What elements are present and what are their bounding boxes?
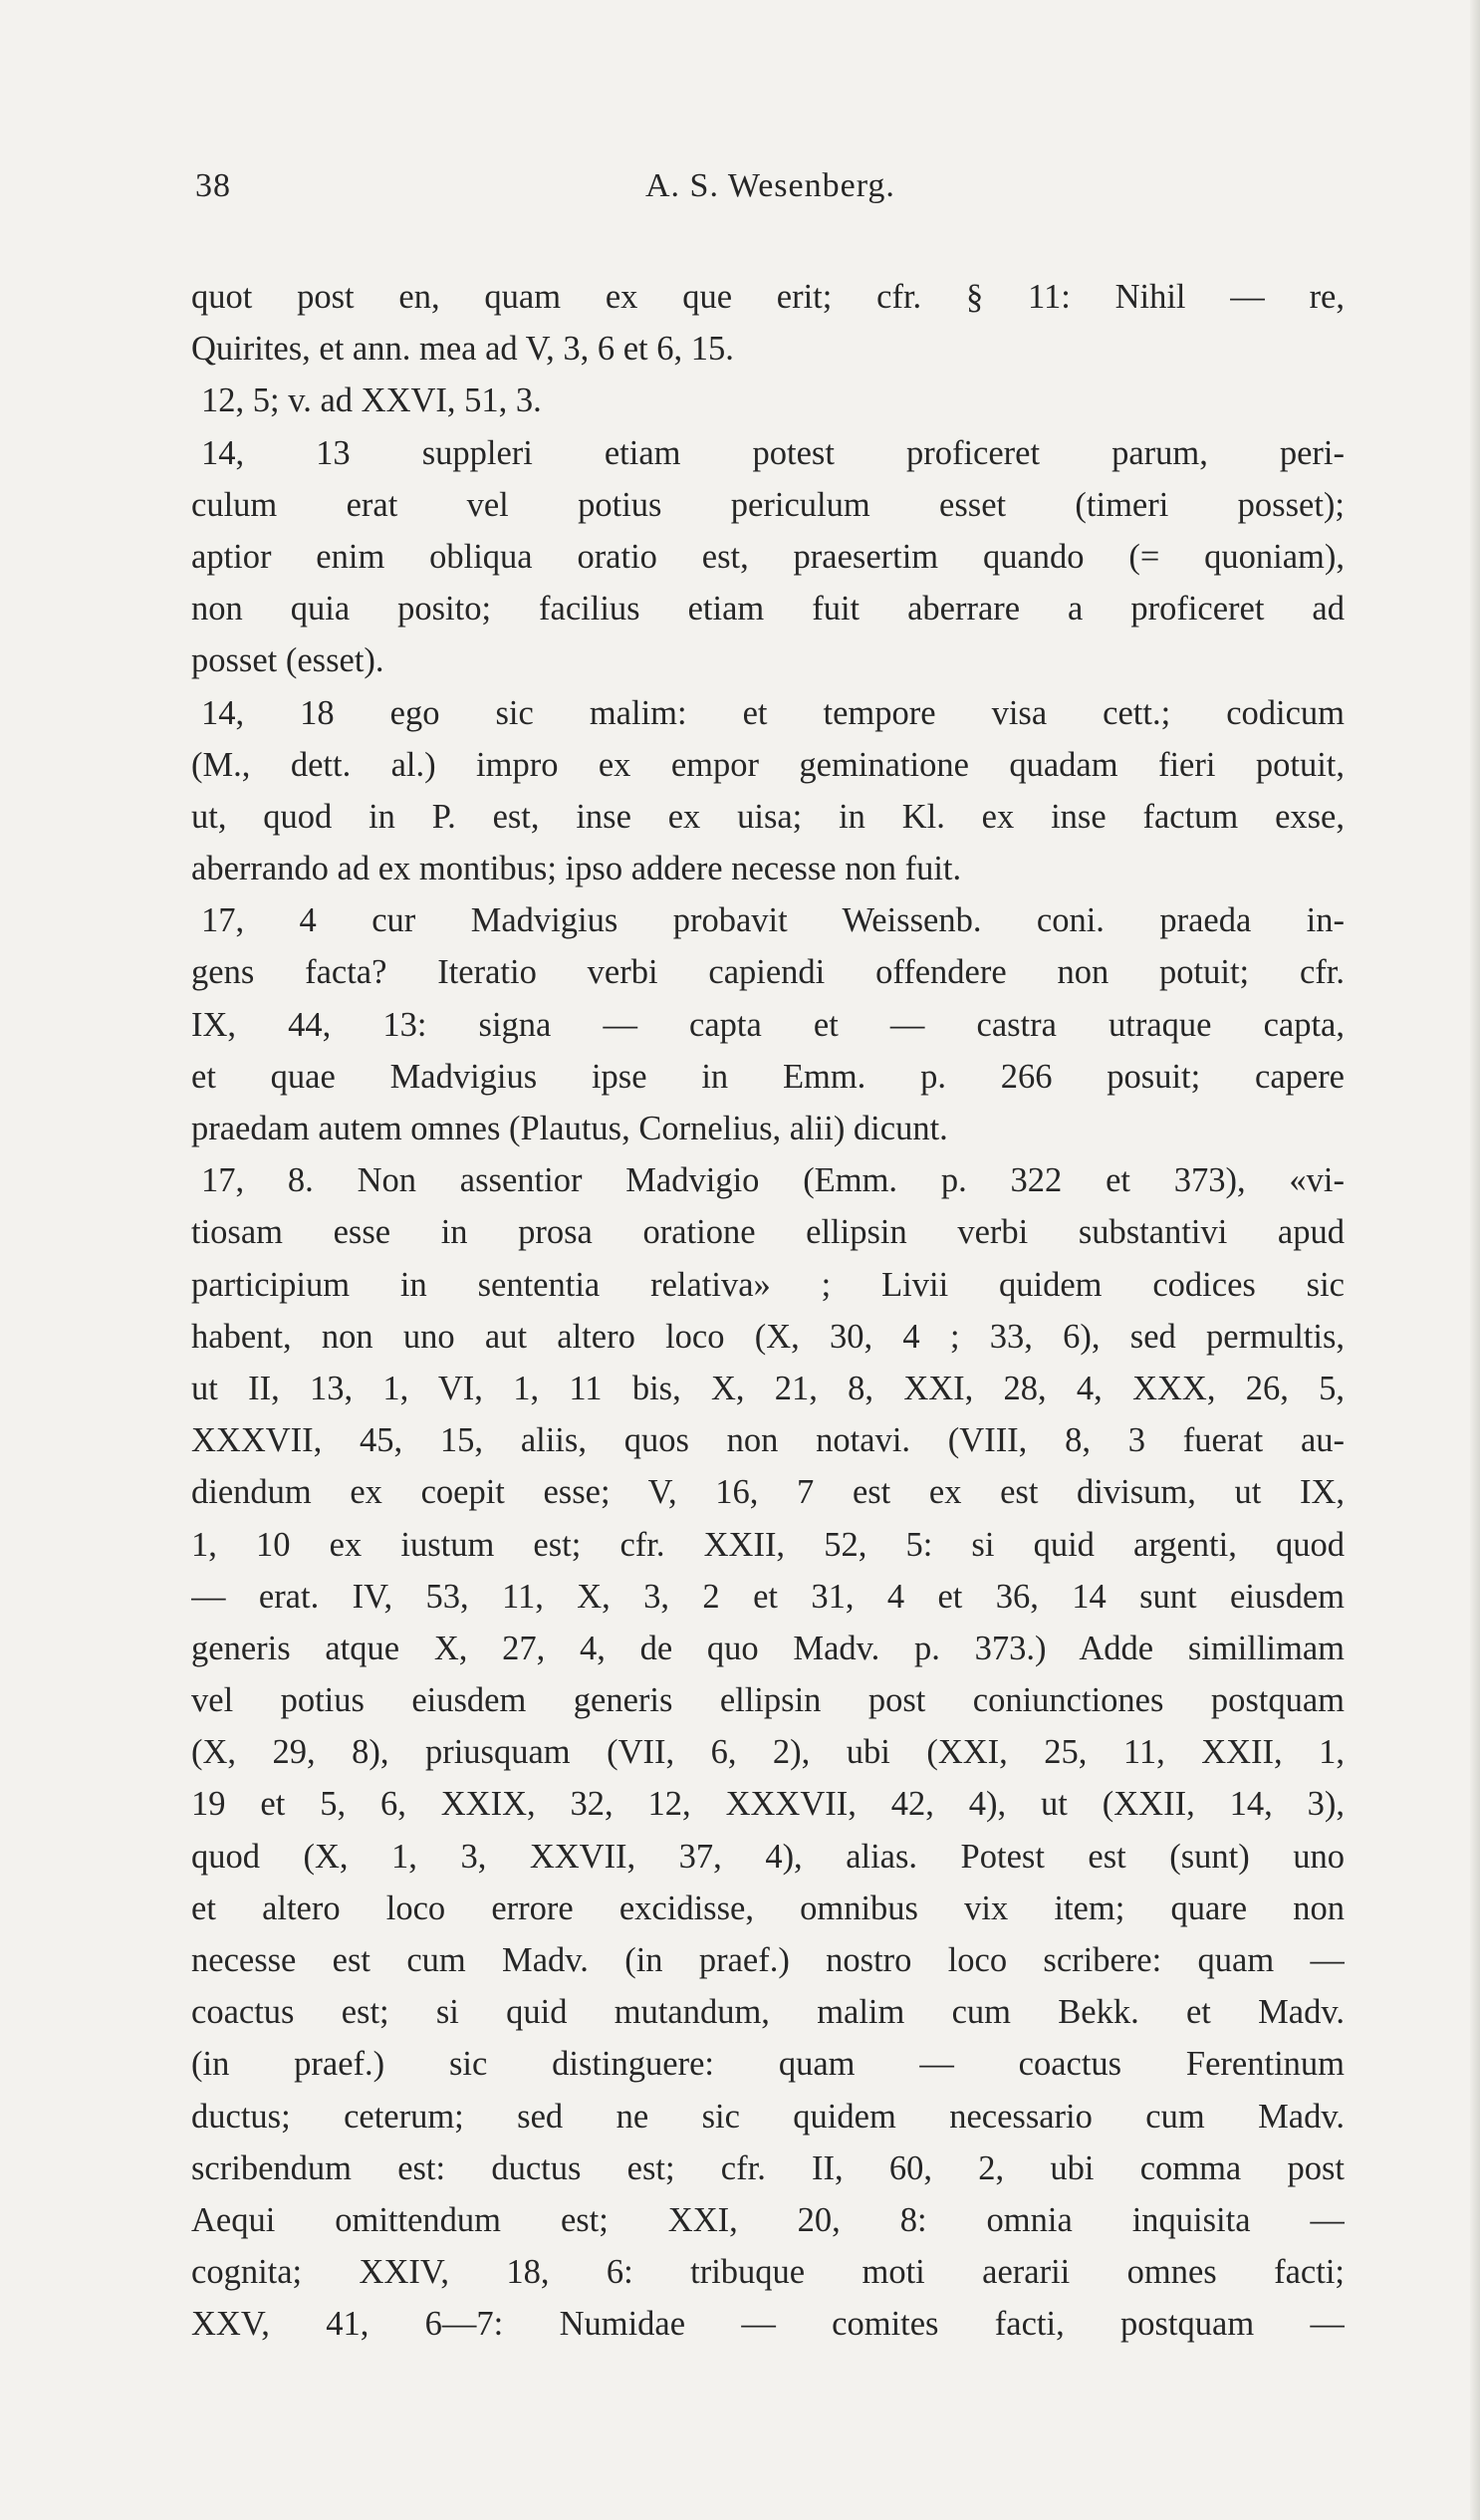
text-line: quod (X, 1, 3, XXVII, 37, 4), alias. Potest est (sunt) uno (191, 1837, 1345, 1876)
text-line: cognita; XXIV, 18, 6: tribuque moti aerarii omnes facti; (191, 2253, 1345, 2292)
text-line: et quae Madvigius ipse in Emm. p. 266 posuit; capere (191, 1057, 1345, 1096)
text-line: ut, quod in P. est, inse ex uisa; in Kl. ex inse factum exse, (191, 797, 1345, 836)
text-line: aberrando ad ex montibus; ipso addere necesse non fuit. (191, 850, 962, 888)
text-line: vel potius eiusdem generis ellipsin post coniunctiones postquam (191, 1681, 1345, 1720)
text-line: culum erat vel potius periculum esset (timeri posset); (191, 485, 1345, 524)
text-line: 12, 5; v. ad XXVI, 51, 3. (201, 381, 542, 420)
text-line: 1, 10 ex iustum est; cfr. XXII, 52, 5: si quid argenti, quod (191, 1525, 1345, 1564)
text-line: — erat. IV, 53, 11, X, 3, 2 et 31, 4 et 36, 14 sunt eiusdem (191, 1577, 1345, 1616)
text-line: et altero loco errore excidisse, omnibus vix item; quare non (191, 1889, 1345, 1927)
text-line: posset (esset). (191, 641, 384, 680)
text-line: (M., dett. al.) impro ex empor geminatione quadam fieri potuit, (191, 745, 1345, 784)
text-line: (in praef.) sic distinguere: quam — coactus Ferentinum (191, 2045, 1345, 2084)
text-line: (X, 29, 8), priusquam (VII, 6, 2), ubi (XXI, 25, 11, XXII, 1, (191, 1733, 1345, 1772)
text-line: XXV, 41, 6—7: Numidae — comites facti, postquam — (191, 2305, 1345, 2344)
text-line: XXXVII, 45, 15, aliis, quos non notavi. (VIII, 8, 3 fuerat au- (191, 1421, 1345, 1460)
text-line: ductus; ceterum; sed ne sic quidem necessario cum Madv. (191, 2097, 1345, 2136)
text-line: Aequi omittendum est; XXI, 20, 8: omnia inquisita — (191, 2200, 1345, 2239)
body-text (191, 271, 1345, 2351)
text-line: Quirites, et ann. mea ad V, 3, 6 et 6, 15. (191, 330, 734, 369)
page-number: 38 (195, 167, 231, 204)
running-head: A. S. Wesenberg. (645, 167, 895, 204)
text-line: diendum ex coepit esse; V, 16, 7 est ex est divisum, ut IX, (191, 1473, 1345, 1512)
text-line: tiosam esse in prosa oratione ellipsin verbi substantivi apud (191, 1213, 1345, 1252)
text-line: scribendum est: ductus est; cfr. II, 60, 2, ubi comma post (191, 2148, 1345, 2187)
text-line: 17, 4 cur Madvigius probavit Weissenb. coni. praeda in- (201, 901, 1345, 940)
text-line: gens facta? Iteratio verbi capiendi offendere non potuit; cfr. (191, 953, 1345, 992)
text-line: 14, 13 suppleri etiam potest proficeret parum, peri- (201, 433, 1345, 472)
text-line: IX, 44, 13: signa — capta et — castra utraque capta, (191, 1005, 1345, 1044)
page-header (195, 167, 1351, 211)
text-line: non quia posito; facilius etiam fuit aberrare a proficeret ad (191, 590, 1345, 629)
text-line: quot post en, quam ex que erit; cfr. § 11: Nihil — re, (191, 278, 1345, 316)
text-line: participium in sententia relativa» ; Livii quidem codices sic (191, 1265, 1345, 1304)
text-line: praedam autem omnes (Plautus, Cornelius, alii) dicunt. (191, 1110, 948, 1147)
scan-edge-shadow (1470, 0, 1480, 2520)
text-line: 14, 18 ego sic malim: et tempore visa cett.; codicum (201, 693, 1345, 732)
text-line: 17, 8. Non assentior Madvigio (Emm. p. 322 et 373), «vi- (201, 1161, 1345, 1200)
text-line: coactus est; si quid mutandum, malim cum Bekk. et Madv. (191, 1993, 1345, 2032)
text-line: habent, non uno aut altero loco (X, 30, 4 ; 33, 6), sed permultis, (191, 1317, 1345, 1356)
text-line: necesse est cum Madv. (in praef.) nostro loco scribere: quam — (191, 1941, 1345, 1979)
text-line: generis atque X, 27, 4, de quo Madv. p. 373.) Adde simillimam (191, 1629, 1345, 1667)
text-line: ut II, 13, 1, VI, 1, 11 bis, X, 21, 8, XXI, 28, 4, XXX, 26, 5, (191, 1369, 1345, 1407)
text-line: aptior enim obliqua oratio est, praesertim quando (= quoniam), (191, 537, 1345, 576)
text-line: 19 et 5, 6, XXIX, 32, 12, XXXVII, 42, 4), ut (XXII, 14, 3), (191, 1785, 1345, 1824)
